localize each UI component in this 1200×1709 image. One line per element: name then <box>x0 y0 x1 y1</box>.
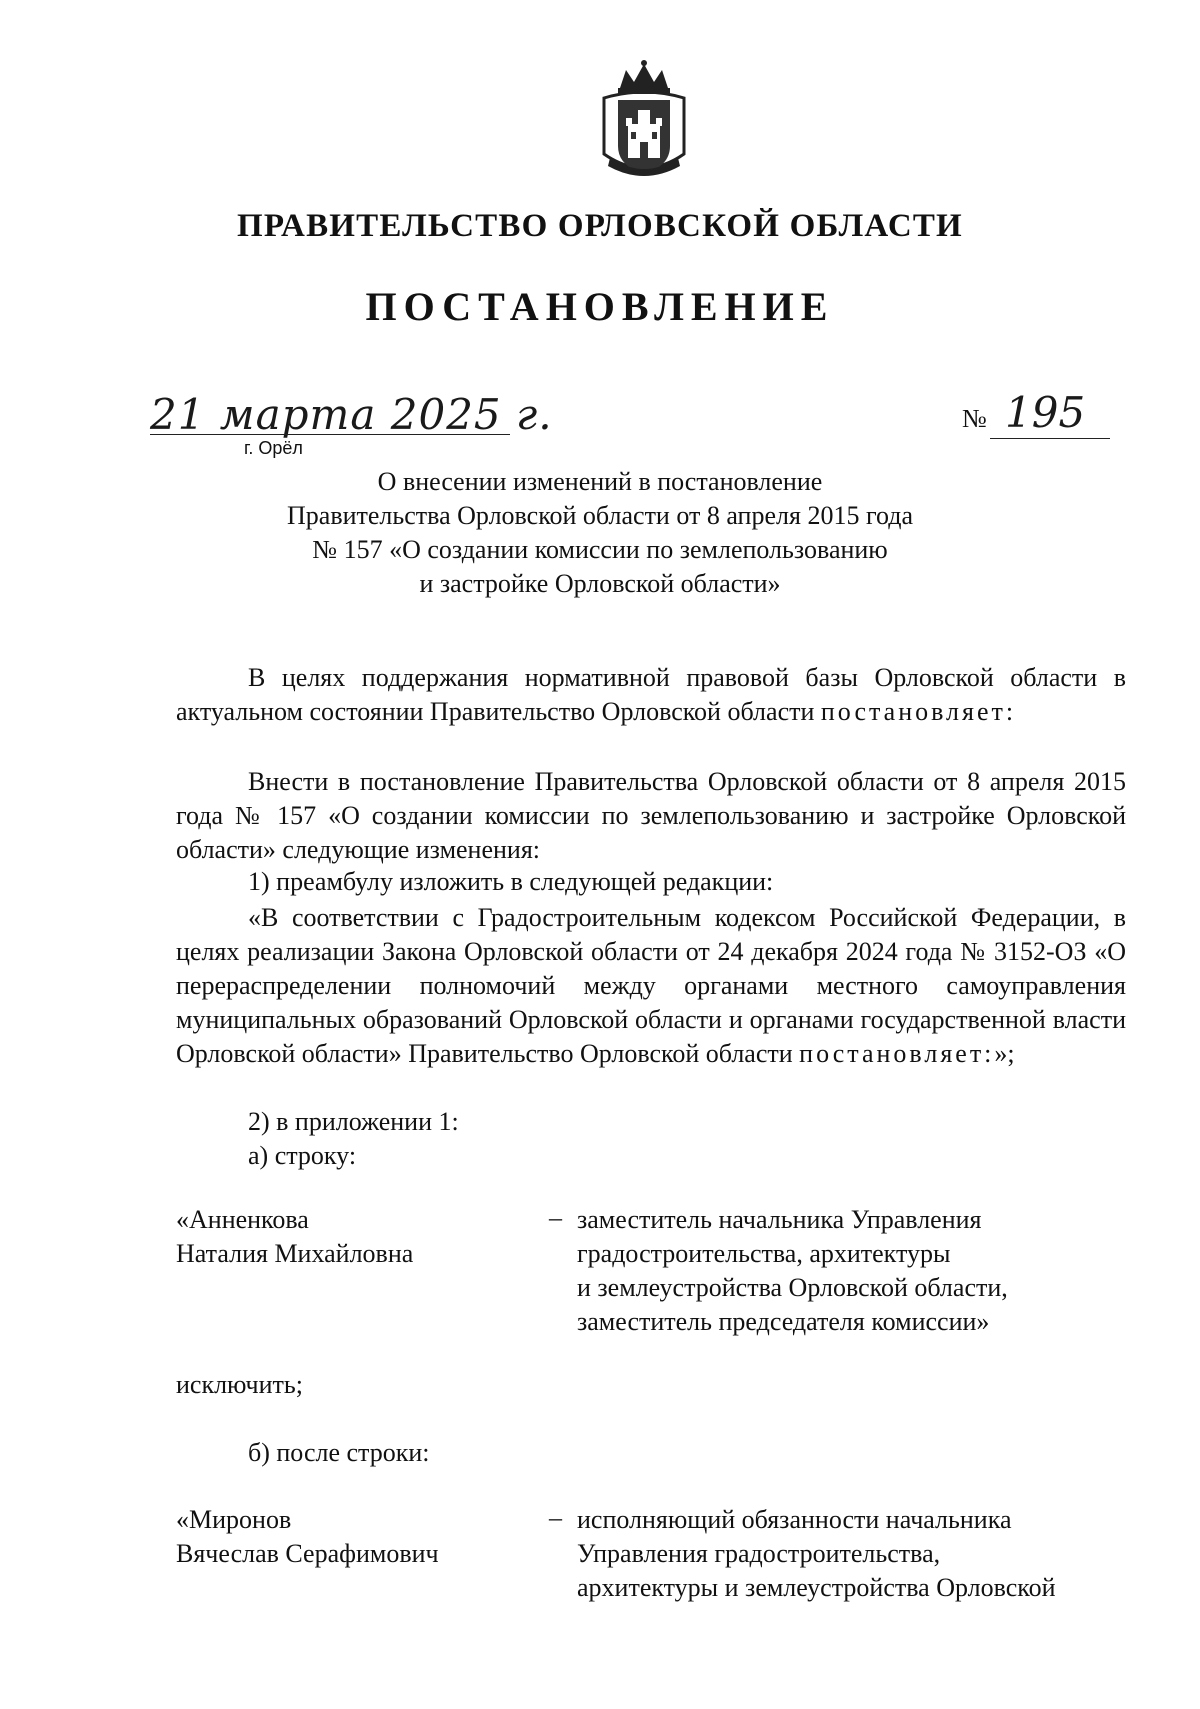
date-underline <box>150 434 510 435</box>
item-2a: а) строку: <box>248 1141 357 1170</box>
amendment-intro <box>176 765 1126 867</box>
subject-line: Правительства Орловской области от 8 апреля 2015 года <box>287 501 913 530</box>
preamble-paragraph <box>176 661 1126 729</box>
member-given-name: Наталия Михайловна <box>176 1239 414 1268</box>
number-underline <box>990 438 1110 439</box>
intro-text: Внести в постановление Правительства Орловской области от 8 апреля 2015 года № 157 «О создании комиссии по землепользованию и застройке Орловской области» следующие изменения: <box>176 767 1126 864</box>
member-role <box>577 1203 1008 1339</box>
subject-line: и застройке Орловской области» <box>419 569 781 598</box>
role-line: заместитель начальника Управления <box>577 1205 982 1234</box>
handwritten-number: 195 <box>1005 388 1086 437</box>
handwritten-date: 21 марта 2025 г. <box>150 390 553 439</box>
decree-word: постановляет: <box>820 697 1017 726</box>
role-line: и землеустройства Орловской области, <box>577 1273 1008 1302</box>
member-role <box>577 1503 1056 1605</box>
document-type: ПОСТАНОВЛЕНИЕ <box>365 284 835 329</box>
role-line: исполняющий обязанности начальника <box>577 1505 1012 1534</box>
item-1-end: »; <box>994 1039 1015 1068</box>
member-name <box>176 1203 413 1271</box>
exclude-text: исключить; <box>176 1370 303 1399</box>
member-name <box>176 1503 439 1571</box>
role-line: заместитель председателя комиссии» <box>577 1307 990 1336</box>
item-2b: б) после строки: <box>248 1438 430 1467</box>
organization-title: ПРАВИТЕЛЬСТВО ОРЛОВСКОЙ ОБЛАСТИ <box>237 208 963 244</box>
item-1-body: «В соответствии с Градостроительным кодексом Российской Федерации, в целях реализации Закона Орловской области от 24 декабря 2024 года № 3152-ОЗ «О перераспределении полномочий между органами местного самоуправления муниципальных образований Орловской области и органами государственной власти Орловской области» Правительство Орловской области <box>176 903 1126 1068</box>
subject-line: О внесении изменений в постановление <box>377 467 823 496</box>
item-2: 2) в приложении 1: <box>248 1107 459 1136</box>
member-given-name: Вячеслав Серафимович <box>176 1539 439 1568</box>
item-1: 1) преамбулу изложить в следующей редакции: <box>248 867 774 896</box>
member-surname: «Миронов <box>176 1505 292 1534</box>
dash: – <box>549 1503 562 1532</box>
role-line: архитектуры и землеустройства Орловской <box>577 1573 1056 1602</box>
subject-line: № 157 «О создании комиссии по землепользованию <box>312 535 888 564</box>
dash: – <box>549 1203 562 1232</box>
decree-word: постановляет: <box>799 1039 995 1068</box>
member-surname: «Анненкова <box>176 1205 309 1234</box>
preamble-text: В целях поддержания нормативной правовой базы Орловской области в актуальном состоянии Правительство Орловской области <box>176 663 1126 726</box>
item-1-text <box>176 901 1126 1071</box>
role-line: градостроительства, архитектуры <box>577 1239 951 1268</box>
number-label: № <box>962 404 987 433</box>
role-line: Управления градостроительства, <box>577 1539 941 1568</box>
city-label: г. Орёл <box>244 438 303 458</box>
orel-region-coat-of-arms-icon <box>600 58 688 183</box>
document-subject <box>200 465 1000 601</box>
